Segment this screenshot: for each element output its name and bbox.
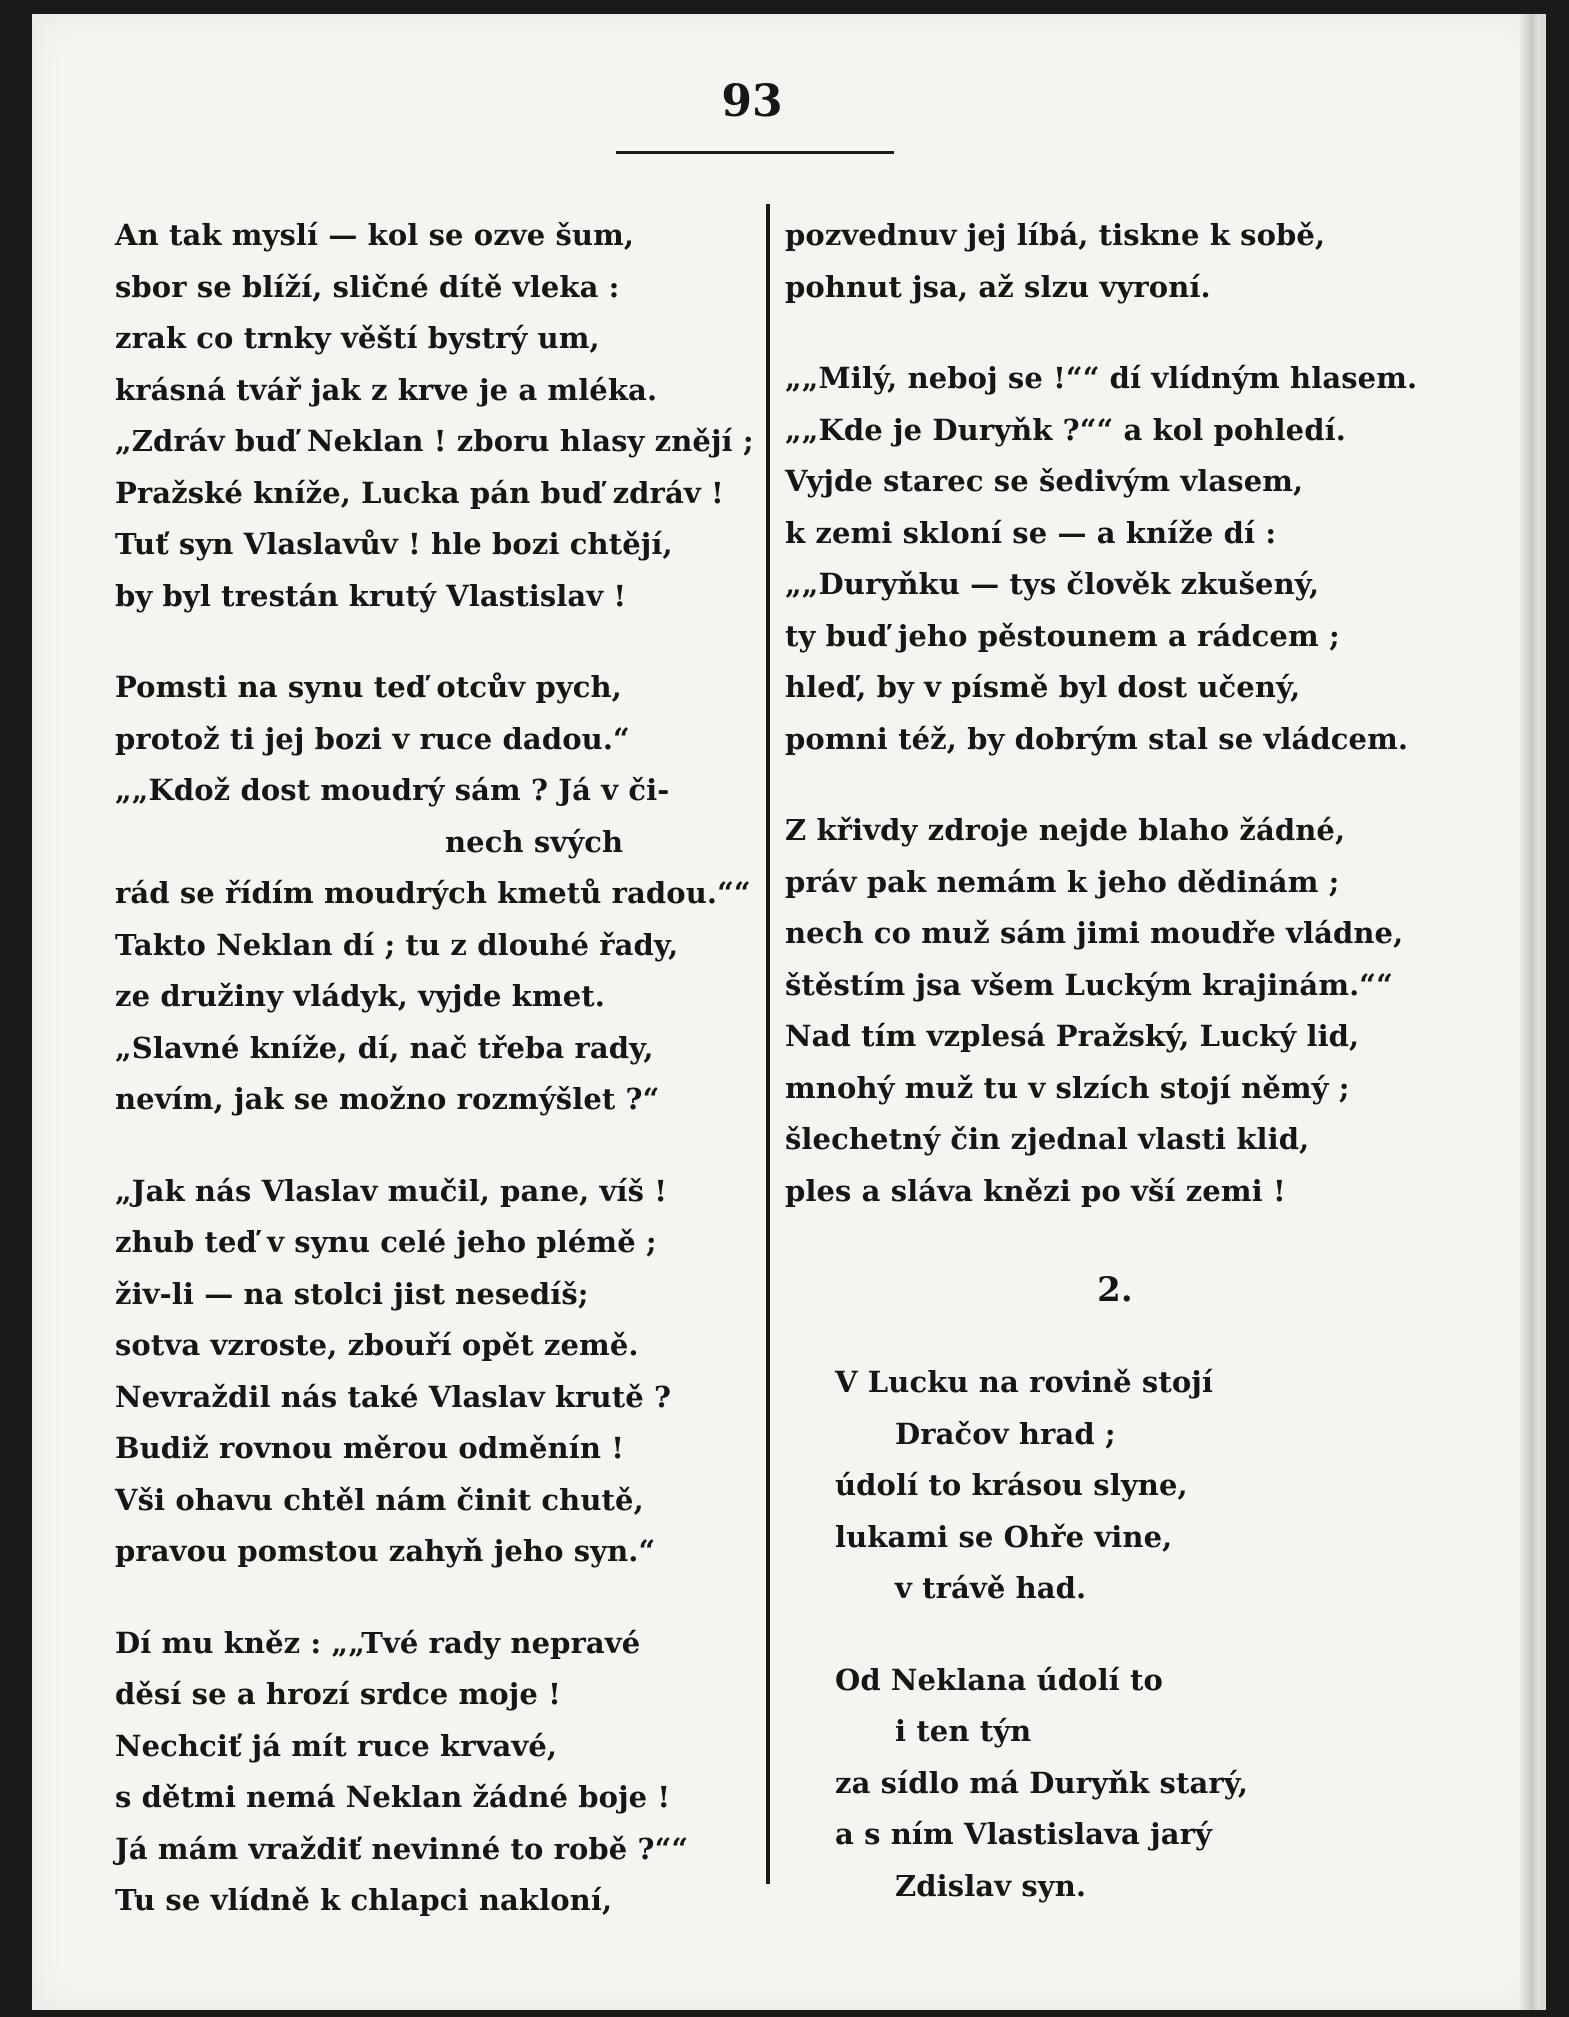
verse-line: „„Kdož dost moudrý sám ? Já v či-: [115, 773, 670, 807]
verse-line: pohnut jsa, až slzu vyroní.: [785, 269, 1211, 304]
verse-line: mnohý muž tu v slzích stojí němý ;: [785, 1070, 1350, 1105]
verse-line: Zdislav syn.: [895, 1868, 1087, 1903]
stanza: [115, 1166, 745, 1578]
verse-line: ples a sláva knězi po vší zemi !: [785, 1173, 1286, 1208]
verse-line: i ten týn: [895, 1714, 1032, 1748]
left-column: [115, 210, 754, 1967]
verse-line: k zemi skloní se — a kníže dí :: [785, 515, 1277, 550]
verse-line: Já mám vraždiť nevinné to robě ?““: [115, 1831, 689, 1866]
verse-line: šlechetný čin zjednal vlasti klid,: [785, 1122, 1310, 1156]
stanza: [785, 210, 1415, 313]
verse-line: zrak co trnky věští bystrý um,: [115, 321, 600, 355]
verse-line: nevím, jak se možno rozmýšlet ?“: [115, 1082, 660, 1116]
verse-line: práv pak nemám k jeho dědinám ;: [785, 864, 1340, 899]
stanza: [115, 210, 754, 622]
verse-line: Pražské kníže, Lucka pán buď zdráv !: [115, 475, 724, 510]
verse-line: Nad tím vzplesá Pražský, Lucký lid,: [785, 1019, 1360, 1053]
verse-line: „Zdráv buď Neklan ! zboru hlasy znějí ;: [115, 424, 754, 458]
stanza: [785, 353, 1418, 765]
verse-line: v trávě had.: [895, 1571, 1087, 1605]
verse-line: protož ti jej bozi v ruce dadou.“: [115, 721, 630, 756]
verse-line: štěstím jsa všem Luckým krajinám.““: [785, 967, 1393, 1002]
verse-line: pravou pomstou zahyň jeho syn.“: [115, 1534, 656, 1568]
verse-line: s dětmi nemá Neklan žádné boje !: [115, 1780, 671, 1814]
verse-line: živ-li — na stolci jist nesedíš;: [115, 1276, 589, 1311]
verse-line: a s ním Vlastislava jarý: [835, 1817, 1212, 1851]
verse-line: sotva vzroste, zbouří opět země.: [115, 1328, 639, 1362]
verse-line: Takto Neklan dí ; tu z dlouhé řady,: [115, 927, 679, 962]
verse-line: rád se řídím moudrých kmetů radou.““: [115, 876, 751, 910]
verse-line: An tak myslí — kol se ozve šum,: [115, 218, 635, 252]
column-divider: [766, 204, 770, 1884]
verse-line: Dí mu kněz : „„Tvé rady nepravé: [115, 1625, 641, 1660]
header-rule: [616, 151, 894, 154]
verse-line: sbor se blíží, sličné dítě vleka :: [115, 269, 620, 304]
verse-line: lukami se Ohře vine,: [835, 1519, 1173, 1554]
stanza: [785, 805, 1415, 1217]
verse-line: ze družiny vládyk, vyjde kmet.: [115, 979, 605, 1013]
verse-line: V Lucku na rovině stojí: [835, 1365, 1213, 1399]
verse-line: pomni též, by dobrým stal se vládcem.: [785, 721, 1409, 756]
verse-line: Z křivdy zdroje nejde blaho žádné,: [785, 813, 1346, 847]
verse-line: děsí se a hrozí srdce moje !: [115, 1677, 561, 1711]
right-column: [785, 210, 1418, 1952]
verse-line: „Slavné kníže, dí, nač třeba rady,: [115, 1030, 654, 1065]
verse-line: za sídlo má Duryňk starý,: [835, 1765, 1249, 1800]
verse-line: „Jak nás Vlaslav mučil, pane, víš !: [115, 1173, 668, 1208]
verse-line: nech co muž sám jimi moudře vládne,: [785, 916, 1404, 950]
verse-line: pozvednuv jej líbá, tiskne k sobě,: [785, 218, 1326, 252]
verse-line: „„Kde je Duryňk ?““ a kol pohledí.: [785, 412, 1346, 447]
verse-line: Nevraždil nás také Vlaslav krutě ?: [115, 1379, 672, 1414]
verse-line: „„Milý, neboj se !““ dí vlídným hlasem.: [785, 361, 1418, 395]
right-stanzas: [785, 210, 1418, 1217]
verse-line: krásná tvář jak z krve je a mléka.: [115, 372, 658, 407]
verse-line: Pomsti na synu teď otcův pych,: [115, 670, 622, 704]
verse-line: ty buď jeho pěstounem a rádcem ;: [785, 618, 1340, 653]
verse-line: Dračov hrad ;: [895, 1416, 1116, 1451]
verse-line: hleď, by v písmě byl dost učený,: [785, 670, 1301, 704]
verse-line: Tu se vlídně k chlapci nakloní,: [115, 1883, 613, 1917]
verse-line: zhub teď v synu celé jeho plémě ;: [115, 1225, 657, 1259]
verse-line: Budiž rovnou měrou odměnín !: [115, 1431, 625, 1465]
stanza: [115, 662, 751, 1126]
verse-line: Nechciť já mít ruce krvavé,: [115, 1728, 558, 1763]
verse-line: Vyjde starec se šedivým vlasem,: [785, 464, 1304, 498]
verse-line: Vši ohavu chtěl nám činit chutě,: [115, 1482, 644, 1517]
book-page: [32, 14, 1546, 2010]
verse-line: údolí to krásou slyne,: [835, 1468, 1188, 1502]
page-number: 93: [721, 76, 783, 127]
verse-line: „„Duryňku — tys člověk zkušený,: [785, 567, 1320, 601]
stanza: [115, 1618, 745, 1927]
stanza: [785, 1655, 1415, 1913]
page-edge: [1520, 14, 1540, 2010]
section-poem: [785, 1357, 1415, 1912]
verse-line: nech svých: [445, 824, 624, 859]
verse-line: by byl trestán krutý Vlastislav !: [115, 578, 627, 613]
verse-line: Od Neklana údolí to: [835, 1662, 1163, 1697]
stanza: [785, 1357, 1415, 1615]
section-heading: 2.: [1097, 1270, 1133, 1310]
verse-line: Tuť syn Vlaslavův ! hle bozi chtějí,: [115, 527, 673, 561]
